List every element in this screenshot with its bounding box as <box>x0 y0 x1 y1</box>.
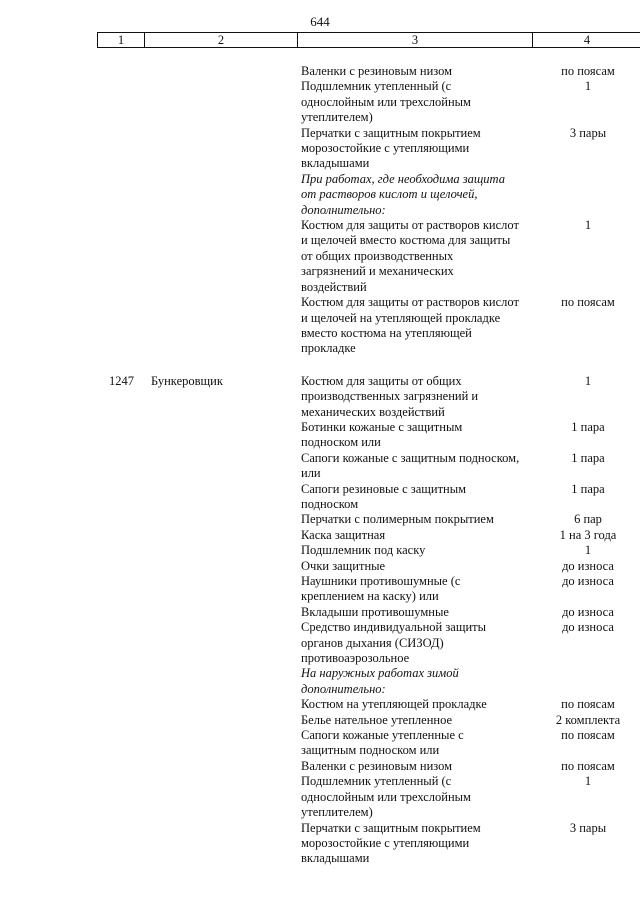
table-row <box>0 420 640 451</box>
ppe-item: Очки защитные <box>301 558 386 573</box>
page-number: 644 <box>310 14 330 29</box>
ppe-quantity: 1 пара <box>571 481 605 496</box>
table-row <box>0 697 640 712</box>
ppe-quantity: 1 <box>584 218 592 233</box>
table-row <box>0 605 640 620</box>
table-row <box>0 728 640 759</box>
ppe-quantity: 1 <box>584 373 592 388</box>
ppe-item: Подшлемник утепленный (с однослойным или трехслойным утеплителем) <box>301 774 471 820</box>
ppe-item: Костюм на утепляющей прокладке <box>301 697 487 712</box>
ppe-item: Каска защитная <box>301 527 386 542</box>
table-row <box>0 620 640 666</box>
table-row <box>0 126 640 172</box>
ppe-quantity: до износа <box>562 620 614 635</box>
table-body <box>0 64 640 867</box>
table-row <box>0 821 640 867</box>
ppe-quantity: 2 комплекта <box>555 712 621 727</box>
ppe-quantity: по поясам <box>561 64 615 78</box>
ppe-quantity: до износа <box>562 574 614 588</box>
ppe-quantity: 1 на 3 года <box>559 527 617 542</box>
ppe-item: Подшлемник под каску <box>301 543 426 558</box>
ppe-item: Средство индивидуальной защиты органов дыхания (СИЗОД) противоаэрозольное <box>301 620 487 666</box>
table-row <box>0 64 640 79</box>
ppe-item: Перчатки с полимерным покрытием <box>301 512 494 527</box>
ppe-item: Перчатки с защитным покрытием морозостойкие с утепляющими вкладышами <box>301 820 481 866</box>
table-row <box>0 172 640 218</box>
table-row <box>0 713 640 728</box>
ppe-item: Валенки с резиновым низом <box>301 64 453 78</box>
ppe-quantity: 1 <box>584 79 592 94</box>
table-row <box>0 543 640 558</box>
table-row <box>0 559 640 574</box>
ppe-quantity: 1 пара <box>571 419 605 434</box>
header-col-2: 2 <box>145 33 298 47</box>
ppe-quantity: 3 пары <box>569 125 607 140</box>
ppe-item: Костюм для защиты от растворов кислот и щелочей на утепляющей прокладке вместо костюма на утепляющей прокладке <box>301 295 519 356</box>
table-row <box>0 374 640 420</box>
ppe-quantity: по поясам <box>561 758 615 773</box>
table-row <box>0 451 640 482</box>
header-col-1: 1 <box>98 33 145 47</box>
table-row <box>0 482 640 513</box>
section-note: На наружных работах зимой дополнительно: <box>301 666 459 696</box>
ppe-item: Перчатки с защитным покрытием морозостойкие с утепляющими вкладышами <box>301 125 481 171</box>
ppe-quantity: до износа <box>562 604 614 619</box>
ppe-item: Валенки с резиновым низом <box>301 758 453 773</box>
table-row <box>0 759 640 774</box>
ppe-quantity: 1 <box>584 543 592 558</box>
table-row <box>0 218 640 295</box>
ppe-item: Подшлемник утепленный (с однослойным или трехслойным утеплителем) <box>301 79 471 125</box>
profession-name: Бункеровщик <box>151 373 223 388</box>
table-row <box>0 774 640 820</box>
ppe-quantity: 1 <box>584 774 592 789</box>
ppe-quantity: по поясам <box>561 728 615 743</box>
ppe-item: Наушники противошумные (с креплением на каску) или <box>301 574 461 604</box>
ppe-item: Ботинки кожаные с защитным подноском или <box>301 419 463 450</box>
table-header <box>97 32 640 48</box>
table-row <box>0 666 640 697</box>
ppe-quantity: по поясам <box>561 697 615 712</box>
ppe-quantity: по поясам <box>561 295 615 310</box>
table-row <box>0 574 640 605</box>
ppe-item: Костюм для защиты от общих производственных загрязнений и механических воздействий <box>301 373 479 419</box>
table-row <box>0 295 640 357</box>
header-col-4: 4 <box>583 33 591 47</box>
ppe-item: Вкладыши противошумные <box>301 604 449 619</box>
ppe-item: Костюм для защиты от растворов кислот и щелочей вместо костюма для защиты от общих производственных загрязнений и механических воздействий <box>301 218 519 294</box>
ppe-quantity: 3 пары <box>569 820 607 835</box>
row-number: 1247 <box>109 373 134 388</box>
ppe-item: Сапоги резиновые с защитным подноском <box>301 481 467 511</box>
table-row <box>0 528 640 543</box>
header-col-3: 3 <box>298 33 533 47</box>
ppe-item: Сапоги кожаные с защитным подноском, или <box>301 450 520 481</box>
section-note: При работах, где необходима защита от растворов кислот и щелочей, дополнительно: <box>301 171 505 217</box>
table-row <box>0 512 640 527</box>
ppe-item: Белье нательное утепленное <box>301 712 453 727</box>
ppe-quantity: 6 пар <box>574 512 602 527</box>
ppe-quantity: 1 пара <box>571 450 605 465</box>
ppe-item: Сапоги кожаные утепленные с защитным подноском или <box>301 728 464 758</box>
ppe-quantity: до износа <box>562 558 614 573</box>
table-row <box>0 79 640 125</box>
